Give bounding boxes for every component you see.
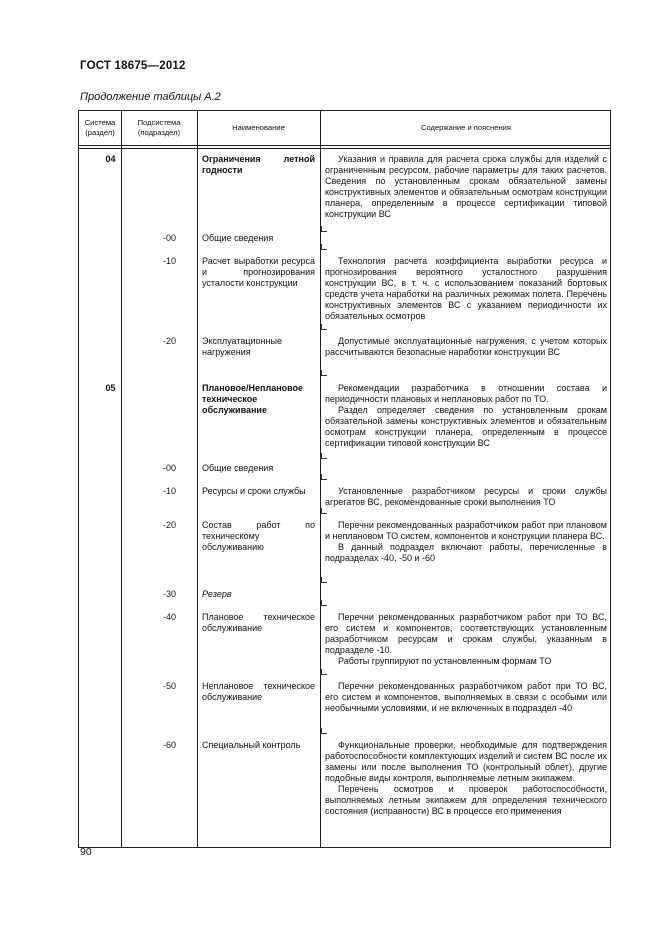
row-divider-mark [321,244,327,250]
row-content: Указания и правила для расчета срока службы для изделий с ограниченным ресурсом, рабочие параметры для таких расчетов. Сведения по установленным срокам обязательной замены конструктивных элементов и обязательным осмотрам конструкции планера, определенным в процессе сертификации типовой конструкции ВС [325,154,607,219]
subsystem-code: -20 [162,336,176,346]
row-name: Общие сведения [202,463,274,473]
row-name: Плановое/Неплановое техническое обслуживание [202,383,304,415]
row-divider-mark [321,669,327,675]
subsystem-code: -10 [162,486,176,496]
column-header-content: Содержание и пояснения [420,123,512,132]
row-name: Эксплуатационные нагружения [202,336,282,357]
row-divider-mark [321,453,327,459]
subsystem-code: -40 [162,612,176,622]
row-divider-mark [321,728,327,734]
row-divider-mark [321,226,327,232]
subsystem-code: -30 [162,589,176,599]
row-name: Ограничения летной годности [202,154,315,175]
column-header-system: Система (раздел) [84,118,116,137]
row-divider-mark [321,600,327,606]
subsystem-code: -00 [162,233,176,243]
row-divider-mark [321,577,327,583]
header-divider [79,145,610,146]
row-content: Функциональные проверки, необходимые для подтверждения работоспособности комплектующих изделий и систем ВС после их замены или после выполнения ТО (контрольный облет), другие подобные виды контроля, выполняемые летным экипажем. Перечень осмотров и проверок работоспособности, выполняемых летным экипажем для определения технического состояния (исправности) ВС в процессе его применения [325,740,607,816]
subsystem-code: -20 [162,520,176,530]
subsystem-code: -00 [162,463,176,473]
row-content: Установленные разработчиком ресурсы и сроки службы агрегатов ВС, рекомендованные сроки выполнения ТО [325,486,607,507]
subsystem-code: -50 [162,681,176,691]
column-divider [121,111,122,847]
row-content: Перечни рекомендованных разработчиком работ при плановом и неплановом ТО систем, компонентов и конструкции планера ВС. В данный подраздел включают работы, перечисленные в подразделах -40, -50 и -60 [325,520,607,563]
row-name: Состав работ по техническому обслуживанию [202,520,315,552]
row-content: Технология расчета коэффициента выработки ресурса и прогнозирования вероятного усталостного разрушения конструкции ВС, в т. ч. с использованием показаний бортовых средств учета наработки на различных режимах полета. Перечень конструктивных элементов ВС с указанием периодичности их обязательных осмотров [325,256,607,321]
subsystem-code: -10 [162,256,176,266]
row-divider-mark [321,370,327,376]
row-divider-mark [321,508,327,514]
row-content: Допустимые эксплуатационные нагружения, с учетом которых рассчитываются безопасные наработки конструкции ВС [325,336,607,357]
page-number: 90 [80,846,92,858]
row-name: Плановое техническое обслуживание [202,612,315,633]
column-header-subsystem: Подсистема (подраздел) [137,118,181,137]
row-name: Расчет выработки ресурса и прогнозирования усталости конструкции [202,256,315,288]
row-name: Общие сведения [202,233,274,243]
row-name: Резерв [202,589,232,599]
system-code: 05 [105,383,116,393]
header-divider [79,148,610,149]
row-content: Перечни рекомендованных разработчиком работ при ТО ВС, его систем и компонентов, соответствующих установленным разработчиком ресурсам и срокам службы, указанным в подразделе -10. Работы группируют по установленным формам ТО [325,612,607,666]
row-name: Специальный контроль [202,740,301,750]
row-name: Ресурсы и сроки службы [202,486,306,496]
row-divider-mark [321,324,327,330]
row-divider-mark [321,474,327,480]
data-table [78,110,611,848]
row-name: Неплановое техническое обслуживание [202,681,315,702]
row-content: Рекомендации разработчика в отношении состава и периодичности плановых и неплановых работ по ТО. Раздел определяет сведения по установленным срокам обязательной замены конструктивных элементов и обязательным осмотрам конструкции планера, определенным в процессе сертификации типовой конструкции ВС [325,383,607,448]
row-content: Перечни рекомендованных разработчиком работ при ТО ВС, его систем и компонентов, выполняемых в связи с особыми или необычными условиями, и не включенных в подраздел -40 [325,681,607,713]
table-caption: Продолжение таблицы А.2 [80,91,221,103]
column-header-name: Наименование [232,123,285,132]
document-header: ГОСТ 18675—2012 [80,60,186,72]
column-divider [197,111,198,847]
subsystem-code: -60 [162,740,176,750]
system-code: 04 [105,154,116,164]
